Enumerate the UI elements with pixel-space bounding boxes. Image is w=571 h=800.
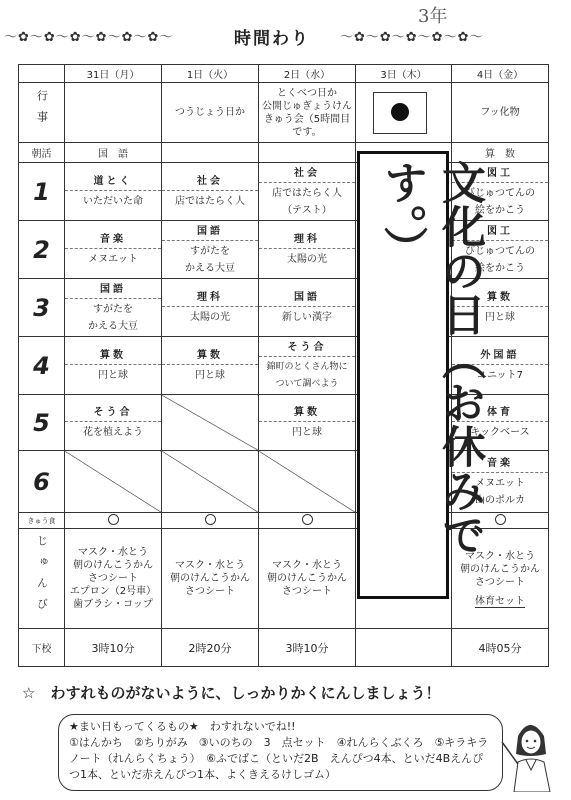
subject: 外国語 [452,347,548,365]
lesson-text: ユニット7 [477,370,523,381]
lesson-text: 店ではたらく人 （テスト） [272,187,342,216]
lesson-text: すがたを かえる大豆 [185,245,235,274]
cell-mon-5 [65,395,162,451]
subject: 理科 [259,231,355,249]
event-label: 行事 [19,83,65,143]
cell-mon-1 [65,163,162,221]
circle-mark [108,514,119,525]
event-row [19,83,549,143]
period-number: 6 [19,451,65,513]
subject: 算数 [162,347,258,365]
sun-disc [391,103,409,121]
cell-mon-2 [65,221,162,279]
period-number: 1 [19,163,65,221]
junbi-tue: マスク・水とう 朝のけんこうかん さつシート [162,529,259,629]
day-wed: 2日（水） [259,65,356,83]
cell-mon-3 [65,279,162,337]
cell-tue-3 [162,279,259,337]
holiday-text: 文化の日（お休みです。） [376,160,485,556]
japan-flag-icon [373,92,427,134]
event-tue: つうじょう日か [162,83,259,143]
reminder-heading: ☆ わすれものがないように、しっかりかくにんしましょう！ [22,684,441,702]
subject: 体育 [452,404,548,422]
corner-cell [19,65,65,83]
circle-mark [302,514,313,525]
lesson-text: 円と球 [292,427,322,438]
event-fri: フッ化物 [452,83,549,143]
event-mon [65,83,162,143]
lesson-text: びじゅつてんの 絵をかこう [465,245,535,274]
lesson-text: キックベース [470,427,530,438]
day-mon: 31日（月） [65,65,162,83]
lesson-text: びじゅつてんの 絵をかこう [465,187,535,216]
cell-wed-4 [259,337,356,395]
subject: 算数 [452,289,548,307]
flower-decoration-right: 〜✿〜✿〜✿〜✿〜✿〜 [340,30,484,45]
period-number: 3 [19,279,65,337]
subject: 社会 [162,173,258,191]
cell-mon-6-empty [65,451,162,513]
lesson-text: いただいた命 [83,196,143,207]
cell-tue-2 [162,221,259,279]
cell-wed-6-empty [259,451,356,513]
cell-tue-5-empty [162,395,259,451]
subject: 図工 [452,165,548,183]
dismiss-fri: 4時05分 [452,629,549,667]
cell-wed-5 [259,395,356,451]
flower-decoration-left: 〜✿〜✿〜✿〜✿〜✿〜✿〜 [4,30,174,45]
items-note: ★まい日もってくるもの★ わすれないでね!! ①はんかち ②ちりがみ ③いのちの 3 点セット ④れんらくぶくろ ⑤キラキラノート（れんらくちょう） ⑥ふでばこ（といだ2B えんぴつ4本、といだ4Bえんぴつ1本、といだ赤えんぴつ1本、よくきえるけしゴム） [58,714,503,791]
subject: 国語 [162,223,258,241]
morning-tue [162,143,259,163]
junbi-wed: マスク・水とう 朝のけんこうかん さつシート [259,529,356,629]
event-wed: とくべつ日か 公開じゅぎょうけんきゅう会（5時間目です。 [259,83,356,143]
morning-label: 朝活 [19,143,65,163]
dismiss-mon: 3時10分 [65,629,162,667]
subject: 国語 [65,281,161,299]
period-number: 4 [19,337,65,395]
lesson-text: メヌエット [88,254,138,265]
circle-mark [495,514,506,525]
cell-tue-6-empty [162,451,259,513]
morning-wed [259,143,356,163]
junbi-label: じゅんび [19,529,65,629]
subject: 算数 [65,347,161,365]
lunch-label: きゅう食 [19,513,65,529]
subject: そう合 [259,339,355,357]
junbi-fri-list: マスク・水とう 朝のけんこうかん さつシート [460,550,540,588]
dismiss-wed: 3時10分 [259,629,356,667]
cell-mon-4 [65,337,162,395]
cell-wed-2 [259,221,356,279]
page-title: 時間わり [234,29,310,49]
day-header-row [19,65,549,83]
morning-fri: 算 数 [452,143,549,163]
teacher-illustration-icon [500,712,560,792]
circle-mark [205,514,216,525]
subject: そう合 [65,404,161,422]
cell-wed-1 [259,163,356,221]
junbi-mon: マスク・水とう 朝のけんこうかん さつシート エプロン（2号車） 歯ブラシ・コップ [65,529,162,629]
lesson-text: メヌエット 山のポルカ [475,477,525,506]
day-fri: 4日（金） [452,65,549,83]
subject: 音楽 [452,455,548,473]
dismiss-label: 下校 [19,629,65,667]
lesson-text: 店ではたらく人 [175,196,245,207]
lesson-text: すがたを かえる大豆 [88,303,138,332]
period-number: 2 [19,221,65,279]
cell-tue-4 [162,337,259,395]
cell-tue-1 [162,163,259,221]
lesson-text: 円と球 [195,370,225,381]
subject: 国語 [259,289,355,307]
lesson-text: 太陽の光 [287,254,327,265]
cell-wed-3 [259,279,356,337]
lesson-text: 太陽の光 [190,312,230,323]
lunch-tue [162,513,259,529]
dismiss-thu [356,629,452,667]
lesson-text: 円と球 [98,370,128,381]
handwritten-grade: 3年 [418,6,448,27]
title-row [0,22,571,52]
day-thu: 3日（木） [356,65,452,83]
subject: 算数 [259,404,355,422]
lunch-mon [65,513,162,529]
subject: 図工 [452,223,548,241]
dismiss-tue: 2時20分 [162,629,259,667]
dismiss-row [19,629,549,667]
lesson-text: 錦町のとくさん物に ついて調べよう [266,361,348,389]
subject: 音楽 [65,231,161,249]
morning-mon: 国 語 [65,143,162,163]
lunch-wed [259,513,356,529]
period-number: 5 [19,395,65,451]
lesson-text: 新しい漢字 [282,312,332,323]
holiday-banner [357,151,485,599]
subject: 理科 [162,289,258,307]
day-tue: 1日（火） [162,65,259,83]
subject: 道とく [65,173,161,191]
lesson-text: 円と球 [485,312,515,323]
junbi-fri-extra: 体育セット [475,595,525,607]
subject: 社会 [259,165,355,183]
lesson-text: 花を植えよう [83,427,143,438]
